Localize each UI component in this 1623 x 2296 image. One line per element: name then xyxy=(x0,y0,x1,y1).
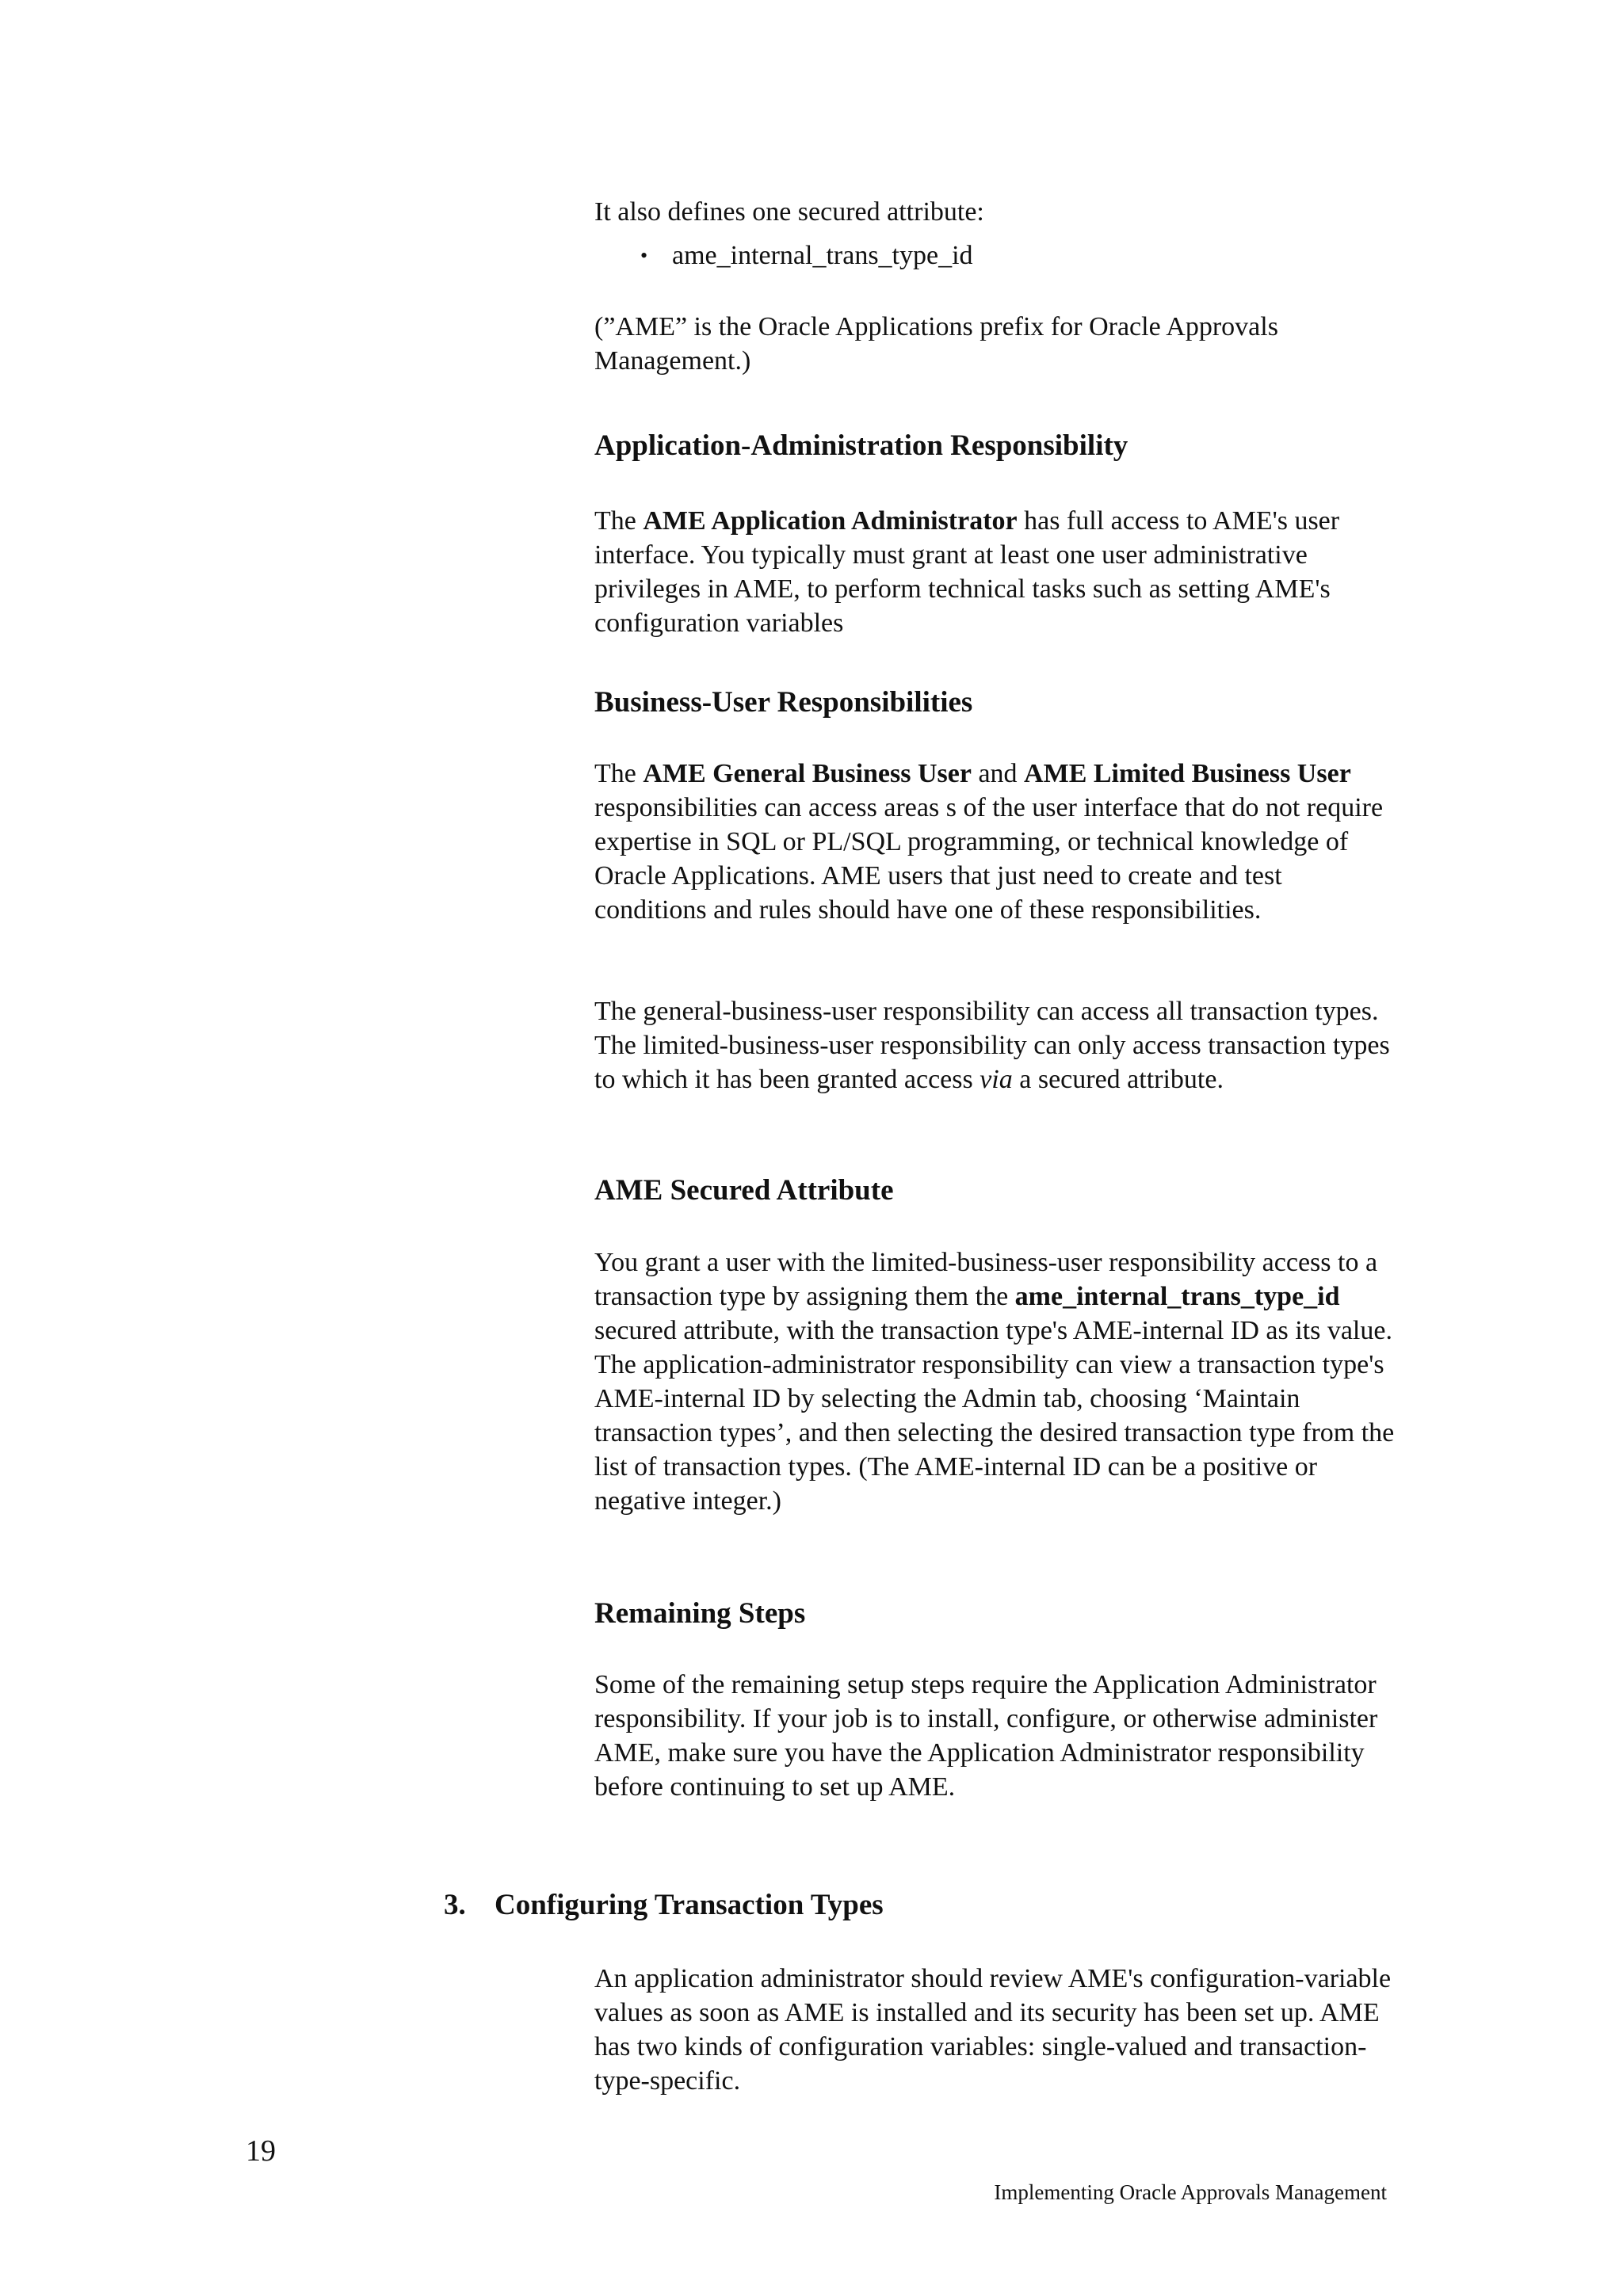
intro-block xyxy=(594,195,1395,378)
text-run: The xyxy=(594,759,643,788)
text-run: a secured attribute. xyxy=(1012,1065,1224,1094)
bold-run: AME General Business User xyxy=(643,759,972,788)
paragraph-remaining-steps: Some of the remaining setup steps require the Application Administrator responsibility. If your job is to install, configure, or otherwise administer AME, make sure you have the Application Administrator responsibility before continuing to set up AME. xyxy=(594,1670,1378,1802)
paragraph-business-user-1 xyxy=(594,757,1395,927)
heading-app-admin: Application-Administration Responsibility xyxy=(594,429,1128,462)
text-run: and xyxy=(971,759,1025,788)
text-run: has full access to AME's user interface. You typically must grant at least one user administrative privileges in AME, to perform technical tasks such as setting AME's configuration variables xyxy=(594,506,1340,638)
paragraph-secured-attribute xyxy=(594,1245,1395,1518)
heading-secured-attribute: AME Secured Attribute xyxy=(594,1174,894,1207)
text-run: responsibilities can access areas s of the user interface that do not require expertise in SQL or PL/SQL programming, or technical knowledge of Oracle Applications. AME users that just need to create and test conditions and rules should have one of these responsibilities. xyxy=(594,793,1384,925)
text-run: secured attribute, with the transaction type's AME-internal ID as its value. The application-administrator responsibility can view a transaction type's AME-internal ID by selecting the Admin tab, choosing ‘Maintain transaction types’, and then selecting the desired transaction type from the list of transaction types. (The AME-internal ID can be a positive or negative integer.) xyxy=(594,1316,1395,1516)
text-run: The general-business-user responsibility can access all transaction types. The limited-business-user responsibility can only access transaction types to which it has been granted access xyxy=(594,997,1390,1094)
section-title: Configuring Transaction Types xyxy=(495,1889,884,1921)
page-footer: Implementing Oracle Approvals Management xyxy=(994,2180,1387,2204)
section-number: 3. xyxy=(444,1889,466,1921)
paragraph-business-user-2 xyxy=(594,994,1395,1097)
secured-attribute-list xyxy=(640,238,1395,273)
intro-note: (”AME” is the Oracle Applications prefix for Oracle Approvals Management.) xyxy=(594,312,1278,376)
bold-run: ame_internal_trans_type_id xyxy=(1014,1282,1340,1311)
intro-text: It also defines one secured attribute: xyxy=(594,197,984,227)
text-run: You grant a user with the limited-business-user responsibility access to a transaction type by assigning them the xyxy=(594,1248,1378,1311)
heading-business-user: Business-User Responsibilities xyxy=(594,686,973,719)
list-item: • ame_internal_trans_type_id xyxy=(640,238,1395,273)
bold-run: AME Limited Business User xyxy=(1024,759,1351,788)
heading-remaining-steps: Remaining Steps xyxy=(594,1597,806,1630)
text-run: The xyxy=(594,506,643,536)
italic-run: via xyxy=(980,1065,1013,1094)
page-number: 19 xyxy=(246,2134,276,2168)
bold-run: AME Application Administrator xyxy=(643,506,1018,536)
paragraph-section-3: An application administrator should review AME's configuration-variable values as soon as AME is installed and its security has been set up. AME has two kinds of configuration variables: single-valued and transaction-type-specific. xyxy=(594,1964,1392,2096)
paragraph-app-admin xyxy=(594,504,1395,640)
